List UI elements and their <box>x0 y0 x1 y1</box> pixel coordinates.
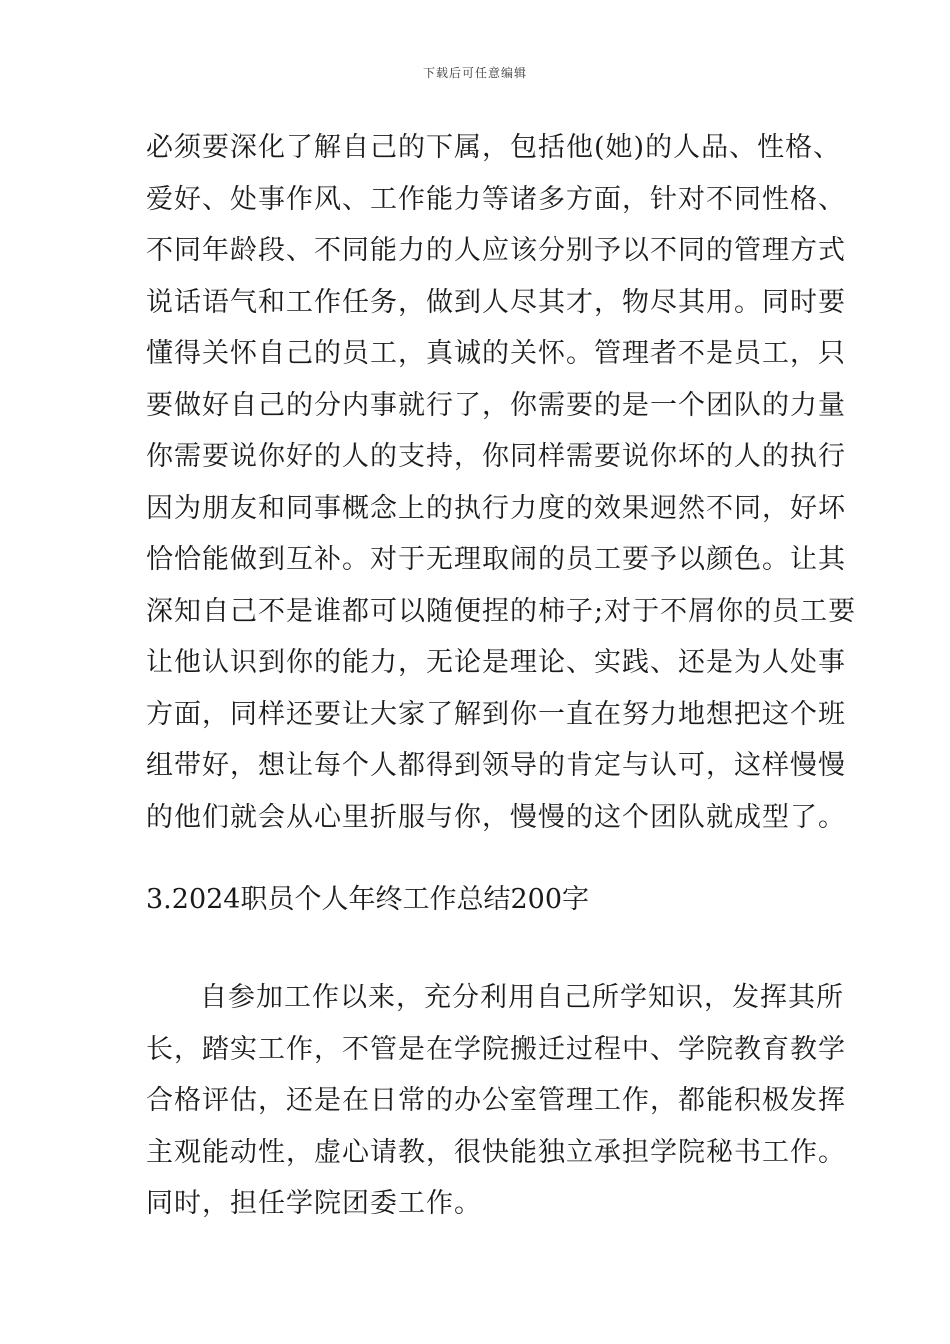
text-line: 深知自己不是谁都可以随便捏的柿子;对于不屑你的员工要 <box>146 595 857 627</box>
text-line: 让他认识到你的能力，无论是理论、实践、还是为人处事 <box>146 647 846 678</box>
text-line: 不同年龄段、不同能力的人应该分别予以不同的管理方式 <box>146 235 846 266</box>
text-line: 同时，担任学院团委工作。 <box>146 1188 482 1219</box>
text-line: 懂得关怀自己的员工，真诚的关怀。管理者不是员工，只 <box>146 338 846 369</box>
text-line: 因为朋友和同事概念上的执行力度的效果迥然不同，好坏 <box>146 492 846 524</box>
text-line: 说话语气和工作任务，做到人尽其才，物尽其用。同时要 <box>146 286 846 318</box>
text-line: 合格评估，还是在日常的办公室管理工作，都能积极发挥 <box>146 1085 846 1116</box>
text-line: 长，踏实工作，不管是在学院搬迁过程中、学院教育教学 <box>146 1033 846 1065</box>
paragraph-previous-section <box>146 122 857 843</box>
text-line: 组带好，想让每个人都得到领导的肯定与认可，这样慢慢 <box>146 750 846 781</box>
page-header: 下载后可任意编辑 <box>422 66 527 80</box>
text-line: 恰恰能做到互补。对于无理取闹的员工要予以颜色。让其 <box>146 544 846 575</box>
text-line: 自参加工作以来，充分利用自己所学知识，发挥其所 <box>200 982 844 1013</box>
paragraph-section-3 <box>146 972 846 1230</box>
text-line: 要做好自己的分内事就行了，你需要的是一个团队的力量 <box>146 389 846 421</box>
text-line: 的他们就会从心里折服与你，慢慢的这个团队就成型了。 <box>146 801 846 833</box>
section-heading: 3.2024职员个人年终工作总结200字 <box>146 884 590 915</box>
text-line: 主观能动性，虚心请教，很快能独立承担学院秘书工作。 <box>146 1136 846 1168</box>
text-line: 方面，同样还要让大家了解到你一直在努力地想把这个班 <box>146 698 846 730</box>
text-line: 必须要深化了解自己的下属，包括他(她)的人品、性格、 <box>146 132 842 163</box>
text-line: 爱好、处事作风、工作能力等诸多方面，针对不同性格、 <box>146 183 846 215</box>
text-line: 你需要说你好的人的支持，你同样需要说你坏的人的执行 <box>146 441 846 472</box>
